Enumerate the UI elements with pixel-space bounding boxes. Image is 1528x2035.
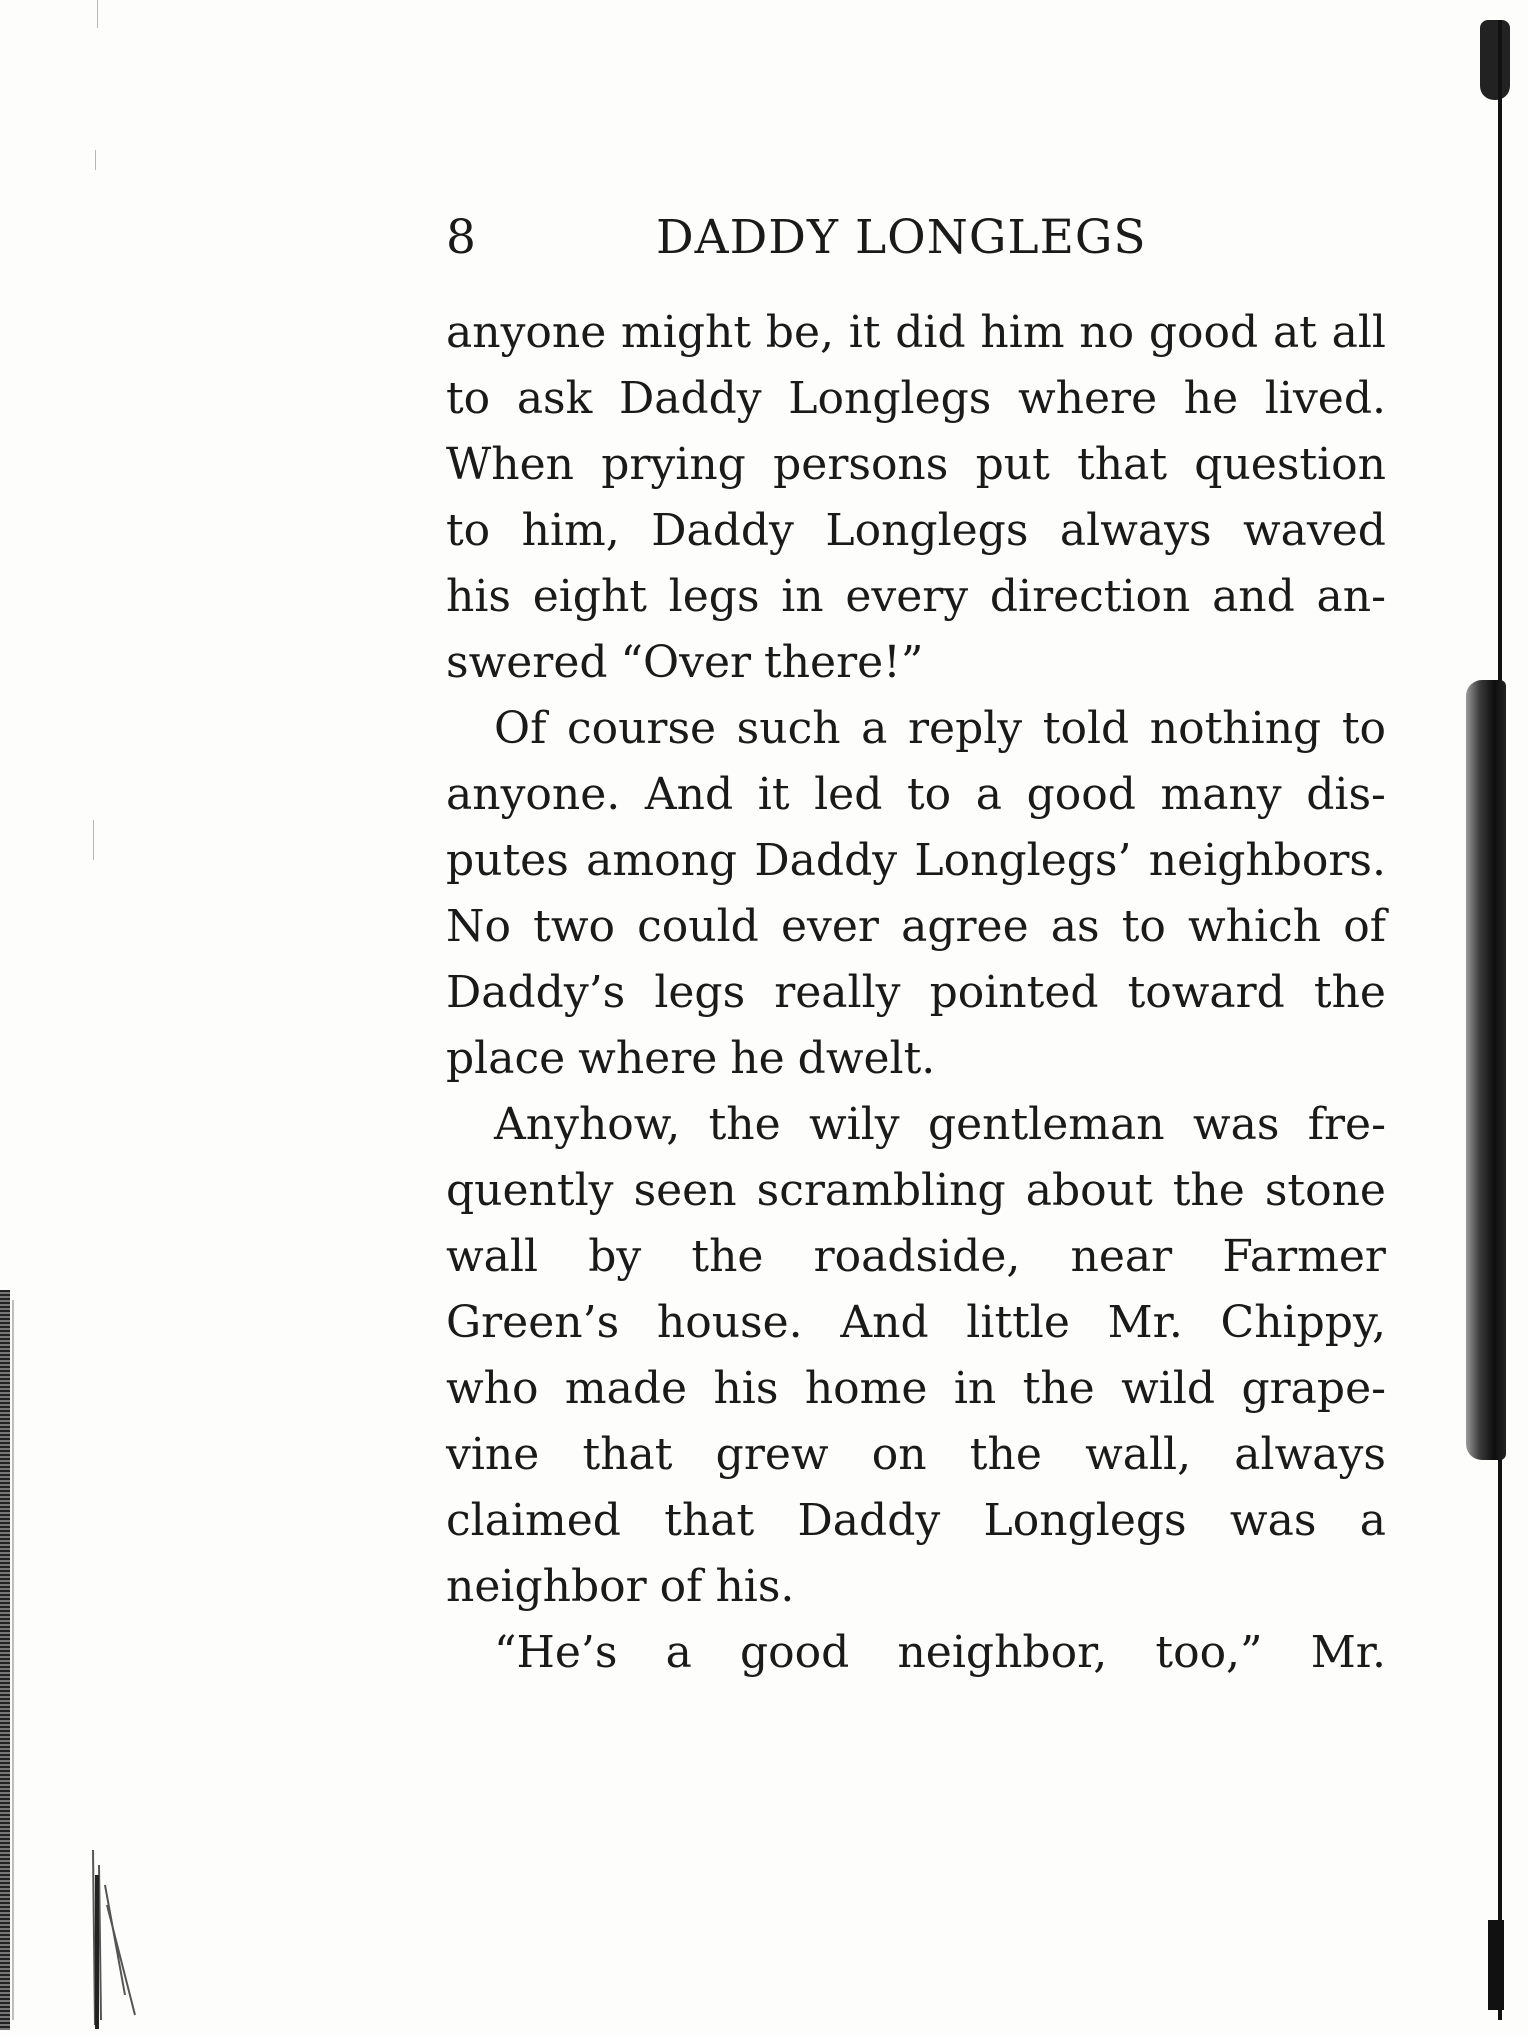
word: it <box>848 307 881 358</box>
text-line <box>446 630 1386 696</box>
word: anyone <box>446 307 607 358</box>
right-binding-shadow <box>1462 20 1514 2020</box>
word: many <box>1160 769 1282 820</box>
word: a <box>975 769 1002 820</box>
word: direction <box>989 571 1191 622</box>
word: always <box>1059 505 1212 556</box>
word: the <box>691 1231 764 1282</box>
word: that <box>582 1429 673 1480</box>
word: an- <box>1316 571 1386 622</box>
text-line <box>446 1620 1386 1686</box>
word: Daddy <box>651 505 794 556</box>
word: a <box>861 703 888 754</box>
word: his. <box>715 1561 795 1612</box>
word: which <box>1188 901 1322 952</box>
word: roadside, <box>813 1231 1021 1282</box>
scan-speck <box>97 0 98 28</box>
word: Anyhow, <box>494 1099 681 1150</box>
word: the <box>1313 967 1386 1018</box>
word: Daddy <box>618 373 762 424</box>
word: toward <box>1127 967 1285 1018</box>
word: could <box>637 901 759 952</box>
text-line <box>446 1422 1386 1488</box>
word: seen <box>633 1165 737 1216</box>
running-head <box>446 208 1186 268</box>
word: Mr. <box>1107 1297 1183 1348</box>
word: Farmer <box>1222 1231 1386 1282</box>
word: was <box>1192 1099 1280 1150</box>
word: did <box>895 307 966 358</box>
word: to <box>906 769 952 820</box>
word: grew <box>715 1429 829 1480</box>
word: a <box>665 1627 692 1678</box>
word: might <box>621 307 752 358</box>
page-number: 8 <box>446 210 476 265</box>
scan-speck <box>95 150 96 170</box>
word: Longlegs’ <box>914 835 1132 886</box>
word: stone <box>1264 1165 1386 1216</box>
word: really <box>774 967 901 1018</box>
binding-gutter-shadow <box>1466 680 1506 1460</box>
text-line <box>446 1554 1386 1620</box>
word: the <box>708 1099 781 1150</box>
word: question <box>1194 439 1386 490</box>
text-line <box>446 366 1386 432</box>
word: Green’s <box>446 1297 620 1348</box>
word: his <box>446 571 511 622</box>
word: that <box>1077 439 1168 490</box>
word: it <box>757 769 790 820</box>
word: Longlegs <box>825 505 1029 556</box>
text-line <box>446 300 1386 366</box>
word: to <box>446 505 491 556</box>
word: all <box>1331 307 1386 358</box>
word: putes <box>446 835 569 886</box>
word: And <box>840 1297 929 1348</box>
word: Longlegs <box>788 373 992 424</box>
text-line <box>446 1092 1386 1158</box>
word: legs <box>654 967 746 1018</box>
word: gentleman <box>927 1099 1165 1150</box>
text-line <box>446 1488 1386 1554</box>
word: led <box>814 769 883 820</box>
word: anyone. <box>446 769 621 820</box>
word: was <box>1229 1495 1317 1546</box>
word: Longlegs <box>983 1495 1187 1546</box>
word: wily <box>808 1099 900 1150</box>
word: dis- <box>1306 769 1386 820</box>
word: him <box>980 307 1065 358</box>
word: place <box>446 1033 566 1084</box>
word: in <box>781 571 824 622</box>
word: Mr. <box>1310 1627 1386 1678</box>
word: where <box>1018 373 1158 424</box>
word: house. <box>656 1297 803 1348</box>
word: such <box>736 703 841 754</box>
word: course <box>566 703 717 754</box>
word: quently <box>446 1165 614 1216</box>
text-line <box>446 1026 1386 1092</box>
word: reply <box>908 703 1023 754</box>
word: made <box>564 1363 688 1414</box>
word: waved <box>1242 505 1386 556</box>
word: there!” <box>764 637 924 688</box>
text-line <box>446 564 1386 630</box>
text-line <box>446 960 1386 1026</box>
word: about <box>1025 1165 1153 1216</box>
word: neighbor <box>446 1561 647 1612</box>
text-line <box>446 1158 1386 1224</box>
word: neighbor, <box>897 1627 1108 1678</box>
word: told <box>1042 703 1130 754</box>
text-line <box>446 498 1386 564</box>
word: lived. <box>1264 373 1386 424</box>
text-line <box>446 894 1386 960</box>
word: pointed <box>929 967 1099 1018</box>
word: Daddy’s <box>446 967 626 1018</box>
word: home <box>804 1363 928 1414</box>
word: wall, <box>1085 1429 1192 1480</box>
scan-smudge <box>85 1845 145 2030</box>
running-title: DADDY LONGLEGS <box>656 210 1147 265</box>
word: the <box>1022 1363 1095 1414</box>
word: a <box>1359 1495 1386 1546</box>
word: good <box>1148 307 1259 358</box>
word: be, <box>765 307 834 358</box>
left-gutter-faint-line <box>12 1300 14 2020</box>
word: Chippy, <box>1220 1297 1386 1348</box>
word: he <box>730 1033 785 1084</box>
word: swered <box>446 637 608 688</box>
word: claimed <box>446 1495 621 1546</box>
word: of <box>1343 901 1386 952</box>
word: Daddy <box>754 835 898 886</box>
word: prying <box>601 439 746 490</box>
word: Of <box>494 703 547 754</box>
word: legs <box>668 571 760 622</box>
word: as <box>1050 901 1100 952</box>
word: his <box>713 1363 779 1414</box>
word: on <box>871 1429 927 1480</box>
word: wall <box>446 1231 539 1282</box>
body-text <box>446 300 1386 1686</box>
word: and <box>1212 571 1295 622</box>
word: two <box>533 901 615 952</box>
text-line <box>446 828 1386 894</box>
text-line <box>446 1356 1386 1422</box>
word: eight <box>532 571 647 622</box>
word: at <box>1272 307 1317 358</box>
word: of <box>659 1561 703 1612</box>
word: nothing <box>1149 703 1322 754</box>
text-line <box>446 432 1386 498</box>
word: the <box>1172 1165 1245 1216</box>
word: by <box>588 1231 642 1282</box>
word: put <box>975 439 1050 490</box>
scan-speck <box>93 820 94 860</box>
text-line <box>446 762 1386 828</box>
word: in <box>953 1363 997 1414</box>
word: to <box>1121 901 1166 952</box>
word: “He’s <box>494 1627 618 1678</box>
word: dwelt. <box>797 1033 936 1084</box>
word: to <box>1341 703 1386 754</box>
text-line <box>446 1224 1386 1290</box>
word: And <box>644 769 734 820</box>
word: who <box>446 1363 539 1414</box>
word: near <box>1070 1231 1173 1282</box>
word: that <box>664 1495 755 1546</box>
word: good <box>1026 769 1136 820</box>
left-gutter-scan-edge <box>0 1290 10 2030</box>
word: fre- <box>1307 1099 1386 1150</box>
word: wild <box>1121 1363 1216 1414</box>
word: persons <box>773 439 949 490</box>
word: Daddy <box>797 1495 941 1546</box>
word: among <box>586 835 738 886</box>
word: the <box>969 1429 1042 1480</box>
word: he <box>1183 373 1239 424</box>
word: ask <box>516 373 593 424</box>
word: little <box>966 1297 1070 1348</box>
word: ever <box>780 901 879 952</box>
word: good <box>740 1627 850 1678</box>
word: where <box>578 1033 718 1084</box>
word: grape- <box>1241 1363 1386 1414</box>
binding-ink-blob <box>1480 20 1510 100</box>
word: vine <box>446 1429 540 1480</box>
word: When <box>446 439 574 490</box>
text-line <box>446 1290 1386 1356</box>
word: neighbors. <box>1148 835 1386 886</box>
word: him, <box>521 505 620 556</box>
word: scrambling <box>756 1165 1006 1216</box>
binding-foot <box>1488 1920 1504 2010</box>
word: “Over <box>620 637 752 688</box>
word: no <box>1079 307 1135 358</box>
word: every <box>845 571 969 622</box>
word: agree <box>901 901 1029 952</box>
word: to <box>446 373 491 424</box>
word: always <box>1234 1429 1386 1480</box>
text-line <box>446 696 1386 762</box>
word: No <box>446 901 511 952</box>
word: too,” <box>1155 1627 1263 1678</box>
